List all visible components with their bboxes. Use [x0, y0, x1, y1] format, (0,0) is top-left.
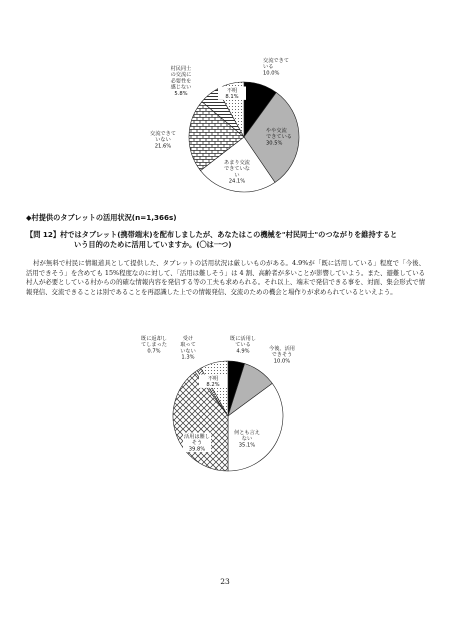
slice-label: 4.9%: [236, 348, 250, 355]
slice-label: いる: [263, 64, 274, 71]
slice-label: 交流できて: [150, 131, 176, 137]
pie-chart-village-interaction: [0, 0, 450, 210]
slice-label: 0.7%: [147, 348, 161, 355]
slice-label: できている: [266, 134, 292, 141]
pie-chart-tablet-usage: [0, 330, 450, 560]
slice-label: 取って: [180, 342, 196, 349]
slice-label: 受け: [182, 336, 194, 342]
slice-label: 10.0%: [263, 70, 280, 77]
slice-label: 8.2%: [206, 382, 220, 389]
slice-label: 今後、活用: [269, 346, 295, 352]
slice-label: の交流に: [170, 72, 192, 79]
slice-label: 不明: [207, 376, 219, 382]
slice-label: 村民同士: [170, 66, 192, 72]
slice-label: 活用は難し: [184, 434, 210, 440]
slice-label: いない: [180, 348, 196, 355]
slice-label: 交流できて: [263, 58, 289, 64]
slice-label: 不明: [226, 88, 238, 94]
slice-label: できそう: [271, 352, 293, 359]
slice-label: 35.1%: [238, 442, 256, 449]
slice-label: 24.1%: [228, 178, 246, 185]
question-line-1: 【問 12】村ではタブレット(携帯端末)を配布しましたが、あなたはこの機械を"村民同士"のつながりを維持すると: [26, 230, 398, 239]
body-paragraph: 村が無料で村民に情報道具として提供した、タブレットの活用状況は厳しいものがある。4.9%が「既に活用している」程度で「今後、活用できそう」を含めても 15%程度なのに対して、「活用は難しそう」は 4 割、高齢者が多いことが影響していよう。また、避難している村人が必要としている村からの的確な情報内容を発信する等の工夫も求められる。それ以上、端末で発信できる事を、対面、集会形式で情報発信、交流できることは別であることを再認識した上での情報発信、交流のための機会と場作りが求められているといえよう。: [26, 259, 425, 296]
slice-label: 1.3%: [181, 354, 195, 361]
slice-label: 何とも言え: [234, 430, 260, 436]
slice-label: い: [234, 172, 240, 179]
slice-label: そう: [191, 440, 203, 447]
slice-label: 39.8%: [188, 446, 206, 453]
slice-label: いない: [155, 137, 171, 144]
slice-label: ている: [235, 342, 251, 349]
slice-label: 30.5%: [266, 140, 283, 147]
slice-label: 5.8%: [174, 90, 188, 97]
page-number: 23: [220, 577, 230, 586]
slice-label: 10.0%: [273, 358, 291, 365]
slice-label: やや交流: [266, 128, 287, 134]
slice-label: 8.1%: [225, 94, 239, 101]
slice-label: ない: [241, 436, 253, 443]
section-title: ◆村提供のタブレットの活用状況(n=1,366s): [26, 213, 177, 222]
slice-label: 感じない: [170, 84, 192, 91]
slice-label: 必要性を: [170, 78, 192, 85]
slice-label: 既に活用し: [230, 336, 256, 342]
slice-label: てしまった: [141, 342, 167, 349]
slice-label: 既に返却し: [141, 336, 167, 342]
slice-label: できていな: [224, 166, 250, 173]
slice-label: あまり交流: [224, 160, 250, 166]
question-text: [26, 230, 426, 249]
slice-label: 21.6%: [154, 143, 172, 150]
question-line-2: いう目的のために活用していますか。(〇は一つ): [74, 239, 232, 249]
